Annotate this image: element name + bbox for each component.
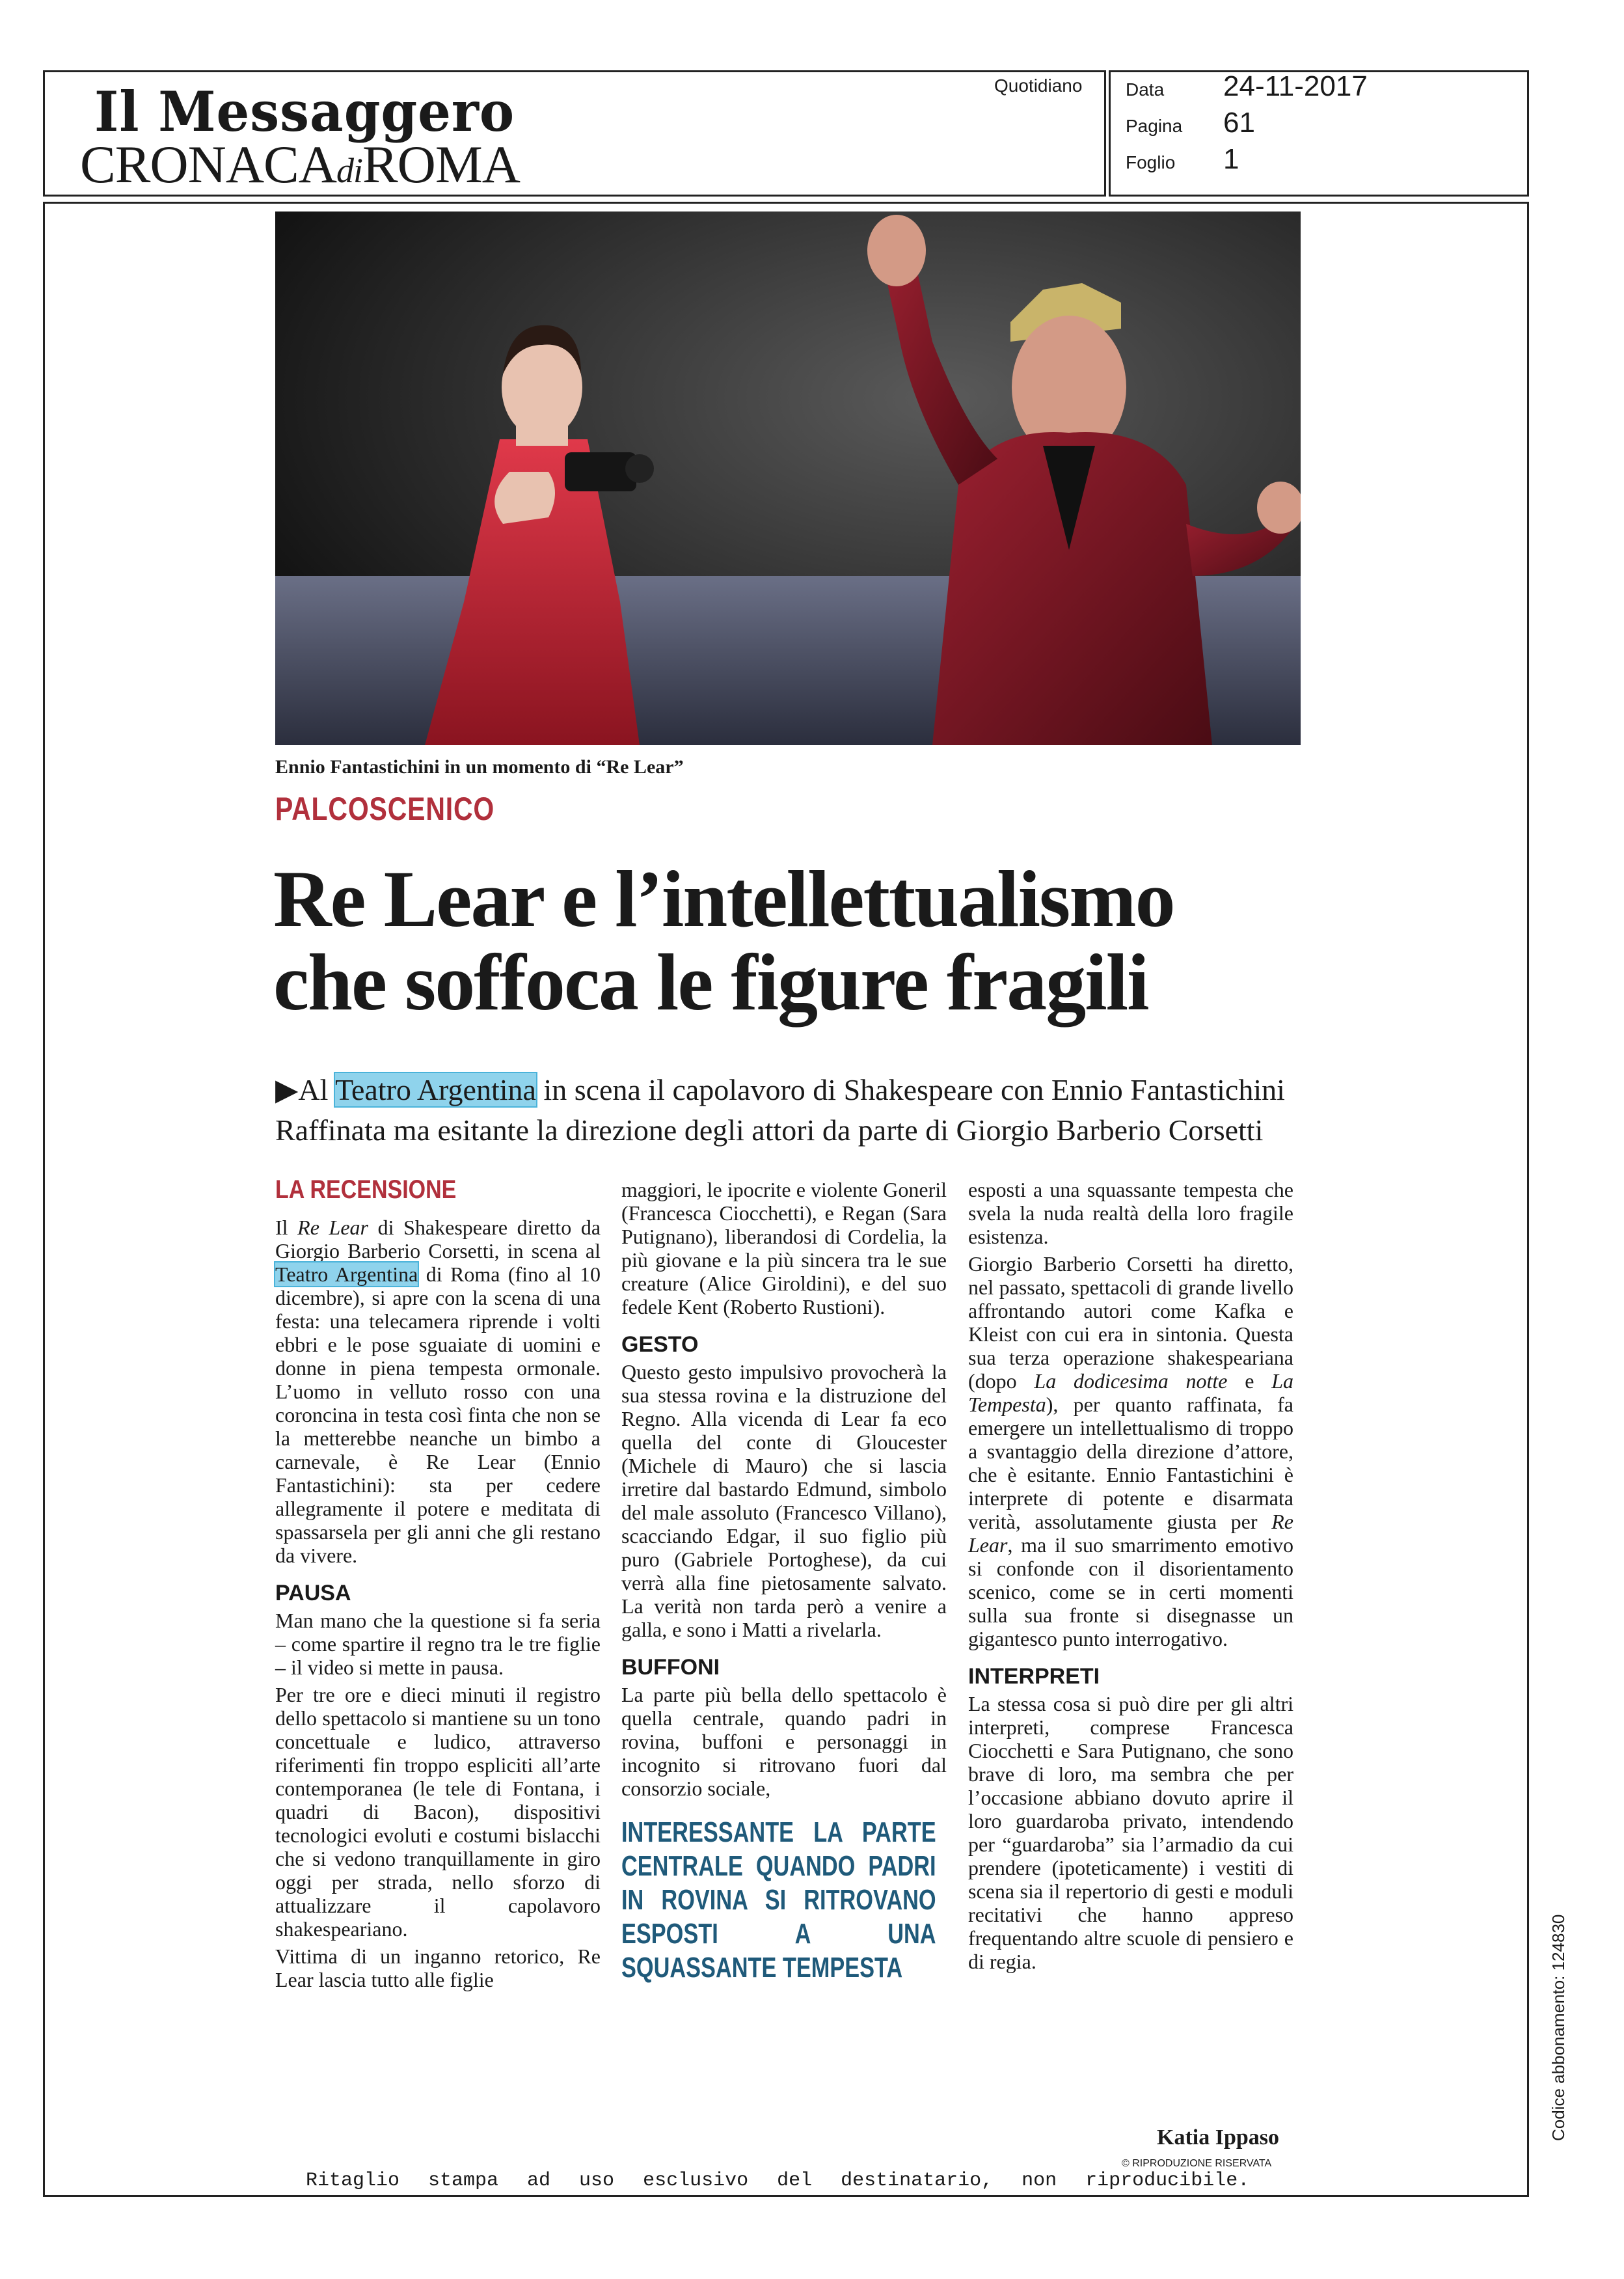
sheet-value: 1 (1223, 143, 1239, 175)
highlight-teatro-argentina: Teatro Argentina (275, 1262, 418, 1286)
headline (273, 854, 1327, 1027)
headline-line-1: Re Lear e l’intellettualismo (273, 854, 1174, 944)
page-value: 61 (1223, 107, 1255, 139)
column-3 (968, 1178, 1293, 1977)
subscription-code: Codice abbonamento: 124830 (1549, 1914, 1568, 2141)
paragraph: Questo gesto impulsivo provocherà la sua stessa rovina e la distruzione del Regno. Alla vicenda di Lear fa eco quella del conte di Gloucester (Michele di Mauro) che si lascia irretire dal bastardo Edmund, simbolo del male assoluto (Francesco Villano), scacciando Edgar, il suo figlio più puro (Gabriele Portoghese), da cui verrà alla fine pietosamente salvato. La verità non tarda però a venire a galla, e sono i Matti a rivelarla. (621, 1360, 947, 1641)
column-2 (621, 1178, 947, 1985)
section-heading: LA RECENSIONE (275, 1175, 457, 1204)
section-title: CRONACAdiROMA (80, 135, 521, 194)
section-heading: GESTO (621, 1332, 699, 1357)
paragraph: Man mano che la questione si fa seria – come spartire il regno tra le tre figlie – il video si mette in pausa. (275, 1609, 601, 1679)
page-label: Pagina (1126, 116, 1183, 136)
column-1 (275, 1175, 601, 1995)
pull-quote: INTERESSANTE LA PARTE CENTRALE QUANDO PADRI IN ROVINA SI RITROVANO ESPOSTI A UNA SQUASSANTE TEMPESTA (621, 1816, 936, 1984)
rights-notice: © RIPRODUZIONE RISERVATA (1122, 2158, 1272, 2169)
kicker: PALCOSCENICO (275, 791, 495, 827)
paragraph: Per tre ore e dieci minuti il registro dello spettacolo si mantiene su un tono concettuale e ludico, attraverso riferimenti fin troppo espliciti all’arte contemporanea (le tele di Fontana, i quadri di Bacon), dispositivi tecnologici evoluti e costumi bislacchi che si vedono tranquillamente in giro oggi per strada, nello sforzo di attualizzare il capolavoro shakespeariano. (275, 1683, 601, 1941)
photo-caption: Ennio Fantastichini in un momento di “Re Lear” (275, 756, 684, 778)
sheet-label: Foglio (1126, 152, 1176, 172)
footer-notice: Ritaglio stampa ad uso esclusivo del destinatario, non riproducibile. (306, 2170, 1250, 2192)
paragraph: maggiori, le ipocrite e violente Goneril (Francesca Ciocchetti), e Regan (Sara Putignano), liberandosi di Cordelia, la più giovane e la più sincera tra le sue creature (Alice Giroldini), e del suo fedele Kent (Roberto Rustioni). (621, 1178, 947, 1318)
masthead-logo: Il Messaggero (94, 79, 515, 144)
highlight-teatro-argentina: Teatro Argentina (335, 1073, 536, 1106)
section-heading: INTERPRETI (968, 1664, 1100, 1689)
section-heading: BUFFONI (621, 1655, 720, 1680)
date-label: Data (1126, 79, 1165, 100)
paragraph: Vittima di un inganno retorico, Re Lear lascia tutto alle figlie (275, 1945, 601, 1991)
paragraph: La parte più bella dello spettacolo è quella centrale, quando padri in rovina, buffoni e personaggi in incognito si ritrovano fuori dal consorzio sociale, (621, 1683, 947, 1800)
paragraph: La stessa cosa si può dire per gli altri interpreti, comprese Francesca Ciocchetti e Sara Putignano, che sono brave di loro, ma sembra che per l’occasione abbiano dovuto aprire il loro guardaroba privato, intendendo per “guardaroba” sia l’armadio da cui prendere (ipoteticamente) i vestiti di scena sia il repertorio di gesti e moduli recitativi che hanno appreso frequentando altre scuole di pensiero e di regia. (968, 1692, 1293, 1973)
headline-line-2: che soffoca le figure fragili (273, 938, 1148, 1027)
subheadline: ▶Al Teatro Argentina in scena il capolavoro di Shakespeare con Ennio Fantastichini Raffinata ma esitante la direzione degli attori da parte di Giorgio Barberio Corsetti (275, 1073, 1285, 1147)
author-signature: Katia Ippaso (1157, 2125, 1279, 2149)
paragraph: esposti a una squassante tempesta che svela la nuda realtà della loro fragile esistenza. (968, 1178, 1293, 1248)
publication-type: Quotidiano (994, 75, 1083, 96)
article-photo (275, 212, 1301, 745)
paragraph: Il Re Lear di Shakespeare diretto da Giorgio Barberio Corsetti, in scena al Teatro Argentina di Roma (fino al 10 dicembre), si apre con la scena di una festa: una telecamera riprende i volti ebbri e le pose sguaiate di uomini e donne in piena tempesta ormonale. L’uomo in velluto rosso con una coroncina in testa così finta che non se la metterebbe neanche un bimbo a carnevale, è Re Lear (Ennio Fantastichini): sta per cedere allegramente il potere e meditata di spassarsela per gli anni che gli restano da vivere. (275, 1216, 601, 1567)
section-heading: PAUSA (275, 1581, 351, 1605)
date-value: 24-11-2017 (1223, 70, 1368, 102)
paragraph: Giorgio Barberio Corsetti ha diretto, nel passato, spettacoli di grande livello affrontando autori come Kafka e Kleist con cui era in sintonia. Questa sua terza operazione shakespeariana (dopo La dodicesima notte e La Tempesta), per quanto raffinata, fa emergere un intellettualismo di troppo a svantaggio della direzione d’attore, che è esitante. Ennio Fantastichini è interprete di potente e disarmata verità, assolutamente giusta per Re Lear, ma il suo smarrimento emotivo si confonde con il disorientamento scenico, come se in certi momenti sulla sua fronte si disegnasse un gigantesco punto interrogativo. (968, 1252, 1294, 1650)
